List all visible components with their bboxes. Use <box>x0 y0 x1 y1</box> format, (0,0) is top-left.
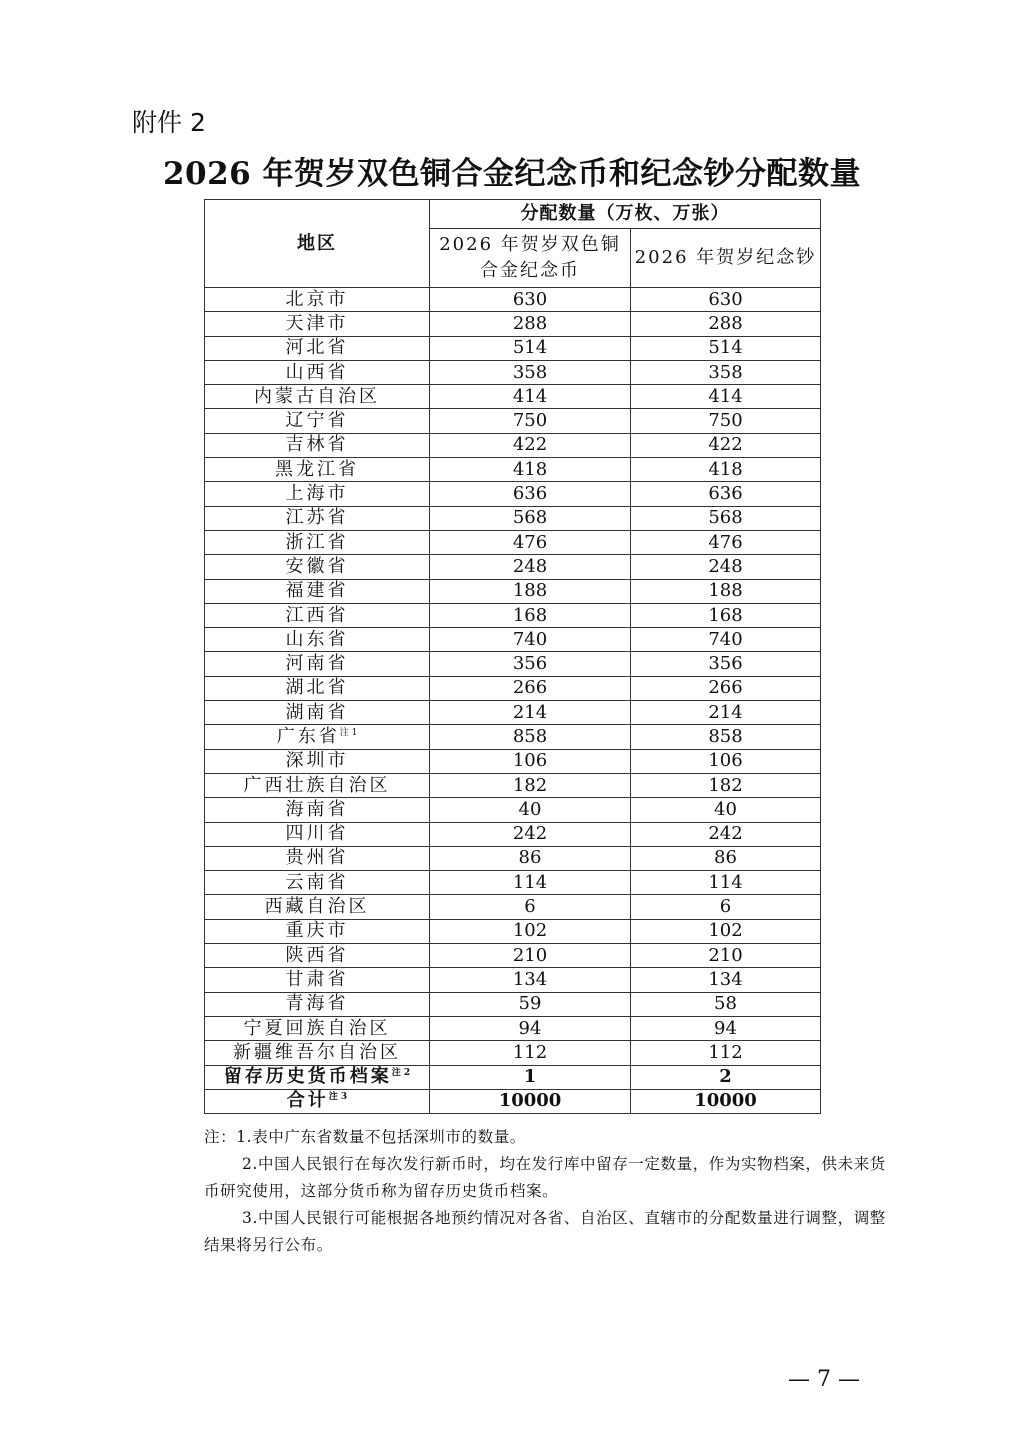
coin-quantity-cell: 102 <box>430 919 631 943</box>
table-row <box>205 555 821 579</box>
region-name: 黑龙江省 <box>275 458 359 480</box>
note-column-header: 2026 年贺岁纪念钞 <box>631 229 821 288</box>
region-name: 浙江省 <box>285 531 349 553</box>
coin-quantity-cell: 242 <box>430 822 631 846</box>
coin-quantity-cell: 288 <box>430 312 631 336</box>
table-row <box>205 1016 821 1040</box>
note-quantity-cell: 40 <box>631 798 821 822</box>
note-quantity-cell: 422 <box>631 433 821 457</box>
region-cell <box>205 919 430 943</box>
footnote-2: 2.中国人民银行在每次发行新币时，均在发行库中留存一定数量，作为实物档案，供未来货币研究使用，这部分货币称为留存历史货币档案。 <box>204 1155 886 1200</box>
note-quantity-cell: 210 <box>631 944 821 968</box>
coin-quantity-cell: 476 <box>430 530 631 554</box>
attachment-label: 附件 2 <box>132 108 206 137</box>
coin-quantity-cell: 86 <box>430 846 631 870</box>
coin-quantity-cell: 168 <box>430 603 631 627</box>
table-row <box>205 1089 821 1113</box>
coin-quantity-cell: 94 <box>430 1016 631 1040</box>
region-name: 江西省 <box>285 604 349 626</box>
region-name: 河北省 <box>285 337 349 359</box>
coin-quantity-cell: 266 <box>430 676 631 700</box>
note-quantity-cell: 2 <box>631 1065 821 1089</box>
note-quantity-cell: 242 <box>631 822 821 846</box>
table-row <box>205 919 821 943</box>
table-row <box>205 385 821 409</box>
coin-quantity-cell: 10000 <box>430 1089 631 1113</box>
region-name: 深圳市 <box>285 750 349 772</box>
region-cell <box>205 676 430 700</box>
region-cell <box>205 458 430 482</box>
table-row <box>205 409 821 433</box>
region-cell <box>205 1089 430 1113</box>
coin-quantity-cell: 356 <box>430 652 631 676</box>
note-quantity-cell: 248 <box>631 555 821 579</box>
region-cell <box>205 555 430 579</box>
region-cell <box>205 482 430 506</box>
table-row <box>205 944 821 968</box>
region-name: 湖北省 <box>285 677 349 699</box>
table-body <box>205 288 821 1114</box>
note-quantity-cell: 182 <box>631 773 821 797</box>
note-quantity-cell: 636 <box>631 482 821 506</box>
region-name: 云南省 <box>285 871 349 893</box>
footnote-marker: 注 3 <box>328 1092 348 1103</box>
footnote-1: 注：1.表中广东省数量不包括深圳市的数量。 <box>204 1128 526 1146</box>
coin-quantity-cell: 6 <box>430 895 631 919</box>
region-name: 贵州省 <box>285 847 349 869</box>
region-name: 广西壮族自治区 <box>243 774 391 796</box>
coin-quantity-cell: 59 <box>430 992 631 1016</box>
region-cell <box>205 822 430 846</box>
table-row <box>205 895 821 919</box>
region-cell <box>205 871 430 895</box>
coin-quantity-cell: 568 <box>430 506 631 530</box>
coin-quantity-cell: 214 <box>430 701 631 725</box>
region-cell <box>205 628 430 652</box>
note-quantity-cell: 418 <box>631 458 821 482</box>
note-quantity-cell: 10000 <box>631 1089 821 1113</box>
region-name: 天津市 <box>285 312 349 334</box>
footnote-marker: 注 2 <box>391 1068 411 1079</box>
note-quantity-cell: 858 <box>631 725 821 749</box>
region-header: 地区 <box>205 200 430 288</box>
coin-quantity-cell: 422 <box>430 433 631 457</box>
note-quantity-cell: 266 <box>631 676 821 700</box>
region-cell <box>205 506 430 530</box>
table-row <box>205 822 821 846</box>
table-row <box>205 701 821 725</box>
note-quantity-cell: 356 <box>631 652 821 676</box>
region-cell <box>205 944 430 968</box>
table-row <box>205 288 821 312</box>
region-cell <box>205 968 430 992</box>
table-row <box>205 579 821 603</box>
region-cell <box>205 992 430 1016</box>
coin-quantity-cell: 630 <box>430 288 631 312</box>
region-cell <box>205 798 430 822</box>
table-row <box>205 676 821 700</box>
note-quantity-cell: 58 <box>631 992 821 1016</box>
coin-quantity-cell: 114 <box>430 871 631 895</box>
note-quantity-cell: 188 <box>631 579 821 603</box>
table-row <box>205 336 821 360</box>
region-name: 辽宁省 <box>285 410 349 432</box>
coin-quantity-cell: 740 <box>430 628 631 652</box>
region-cell <box>205 701 430 725</box>
coin-quantity-cell: 750 <box>430 409 631 433</box>
table-row <box>205 725 821 749</box>
table-row <box>205 506 821 530</box>
coin-quantity-cell: 414 <box>430 385 631 409</box>
region-cell <box>205 749 430 773</box>
table-row <box>205 798 821 822</box>
region-name: 吉林省 <box>285 434 349 456</box>
note-quantity-cell: 288 <box>631 312 821 336</box>
allocation-table <box>204 199 821 1114</box>
region-name: 留存历史货币档案 <box>223 1066 392 1088</box>
table-row <box>205 968 821 992</box>
note-quantity-cell: 134 <box>631 968 821 992</box>
table-row <box>205 992 821 1016</box>
region-name: 江苏省 <box>285 507 349 529</box>
note-quantity-cell: 94 <box>631 1016 821 1040</box>
region-name: 安徽省 <box>285 555 349 577</box>
table-row <box>205 871 821 895</box>
coin-quantity-cell: 182 <box>430 773 631 797</box>
region-cell <box>205 652 430 676</box>
coin-quantity-cell: 188 <box>430 579 631 603</box>
region-cell <box>205 385 430 409</box>
coin-quantity-cell: 134 <box>430 968 631 992</box>
page-title: 2026 年贺岁双色铜合金纪念币和纪念钞分配数量 <box>162 156 862 192</box>
table-row <box>205 603 821 627</box>
note-quantity-cell: 476 <box>631 530 821 554</box>
coin-quantity-cell: 106 <box>430 749 631 773</box>
note-quantity-cell: 86 <box>631 846 821 870</box>
quantity-group-header: 分配数量（万枚、万张） <box>430 200 821 229</box>
page-number: — 7 — <box>788 1367 860 1392</box>
footnote-marker: 注 1 <box>339 727 358 738</box>
region-cell <box>205 288 430 312</box>
region-name: 新疆维吾尔自治区 <box>233 1041 401 1063</box>
table-row <box>205 458 821 482</box>
note-quantity-cell: 112 <box>631 1041 821 1065</box>
table-row <box>205 433 821 457</box>
region-name: 福建省 <box>285 580 349 602</box>
table-row <box>205 312 821 336</box>
region-cell <box>205 1016 430 1040</box>
footnote-3: 3.中国人民银行可能根据各地预约情况对各省、自治区、直辖市的分配数量进行调整，调整结果将另行公布。 <box>204 1209 886 1254</box>
note-quantity-cell: 414 <box>631 385 821 409</box>
region-cell <box>205 1041 430 1065</box>
coin-quantity-cell: 248 <box>430 555 631 579</box>
region-cell <box>205 409 430 433</box>
note-quantity-cell: 102 <box>631 919 821 943</box>
region-cell <box>205 846 430 870</box>
table-row <box>205 773 821 797</box>
region-cell <box>205 603 430 627</box>
region-cell <box>205 433 430 457</box>
coin-quantity-cell: 1 <box>430 1065 631 1089</box>
region-cell <box>205 336 430 360</box>
region-cell <box>205 1065 430 1089</box>
region-name: 湖南省 <box>285 701 349 723</box>
region-cell <box>205 725 430 749</box>
coin-quantity-cell: 636 <box>430 482 631 506</box>
note-quantity-cell: 568 <box>631 506 821 530</box>
region-name: 合计 <box>286 1090 329 1112</box>
region-name: 山西省 <box>285 361 349 383</box>
footnotes <box>204 1124 894 1259</box>
region-name: 内蒙古自治区 <box>254 385 380 407</box>
region-name: 山东省 <box>285 628 349 650</box>
coin-quantity-cell: 210 <box>430 944 631 968</box>
coin-quantity-cell: 40 <box>430 798 631 822</box>
region-name: 陕西省 <box>285 944 349 966</box>
region-cell <box>205 312 430 336</box>
table-row <box>205 482 821 506</box>
coin-quantity-cell: 112 <box>430 1041 631 1065</box>
note-quantity-cell: 114 <box>631 871 821 895</box>
note-quantity-cell: 630 <box>631 288 821 312</box>
region-name: 西藏自治区 <box>264 896 370 918</box>
table-row <box>205 1041 821 1065</box>
region-name: 青海省 <box>285 993 349 1015</box>
note-quantity-cell: 168 <box>631 603 821 627</box>
note-quantity-cell: 358 <box>631 360 821 384</box>
region-cell <box>205 773 430 797</box>
note-quantity-cell: 750 <box>631 409 821 433</box>
note-quantity-cell: 740 <box>631 628 821 652</box>
coin-quantity-cell: 358 <box>430 360 631 384</box>
table-row <box>205 749 821 773</box>
coin-quantity-cell: 858 <box>430 725 631 749</box>
coin-column-header: 2026 年贺岁双色铜合金纪念币 <box>430 229 631 288</box>
region-name: 宁夏回族自治区 <box>243 1017 391 1039</box>
note-quantity-cell: 514 <box>631 336 821 360</box>
region-cell <box>205 579 430 603</box>
table-row <box>205 1065 821 1089</box>
table-row <box>205 530 821 554</box>
coin-quantity-cell: 514 <box>430 336 631 360</box>
region-name: 重庆市 <box>285 920 349 942</box>
table-row <box>205 360 821 384</box>
table-row <box>205 652 821 676</box>
table-row <box>205 846 821 870</box>
region-name: 上海市 <box>285 483 349 505</box>
region-name: 四川省 <box>285 823 349 845</box>
table-row <box>205 628 821 652</box>
region-name: 北京市 <box>285 288 349 310</box>
region-name: 甘肃省 <box>285 968 349 990</box>
region-name: 广东省 <box>276 725 340 747</box>
region-cell <box>205 895 430 919</box>
region-cell <box>205 360 430 384</box>
region-name: 河南省 <box>285 653 349 675</box>
note-quantity-cell: 106 <box>631 749 821 773</box>
note-quantity-cell: 214 <box>631 701 821 725</box>
note-quantity-cell: 6 <box>631 895 821 919</box>
region-cell <box>205 530 430 554</box>
coin-quantity-cell: 418 <box>430 458 631 482</box>
region-name: 海南省 <box>285 798 349 820</box>
